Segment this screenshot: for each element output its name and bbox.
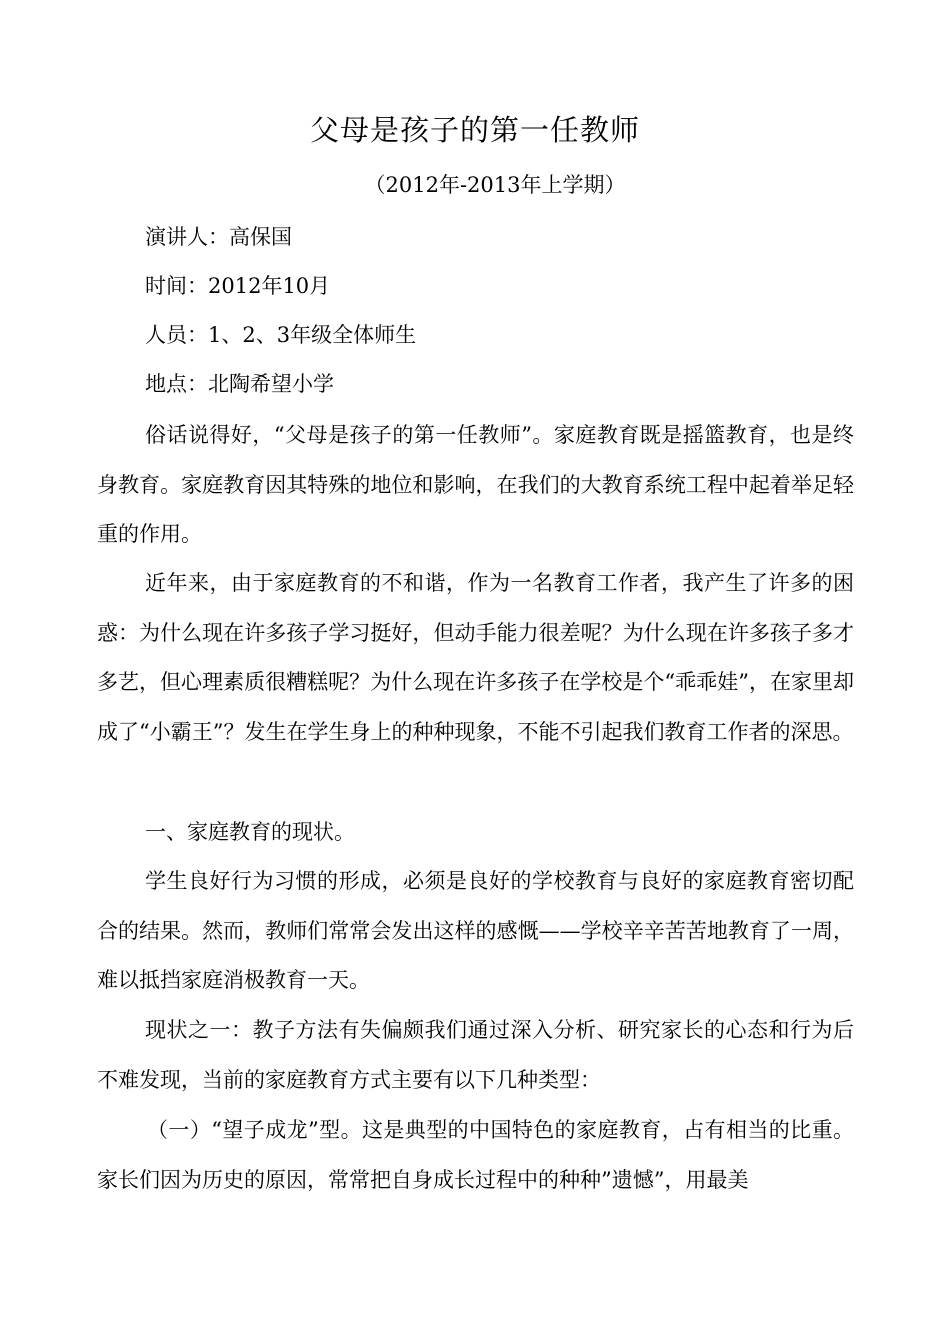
document-title: 父母是孩子的第一任教师: [309, 113, 640, 147]
paragraph-intro: 俗话说得好，“父母是孩子的第一任教师”。家庭教育既是摇篮教育，也是终身教育。家庭教育因其特殊的地位和影响，在我们的大教育系统工程中起着举足轻重的作用。: [97, 423, 854, 546]
section-heading: 一、家庭教育的现状。: [145, 820, 355, 844]
location-line: 地点：北陶希望小学: [145, 372, 334, 396]
speaker-line: 演讲人：高保国: [145, 225, 292, 249]
time-line: 时间：2012年10月: [145, 274, 331, 298]
paragraph-confusion: 近年来，由于家庭教育的不和谐，作为一名教育工作者，我产生了许多的困惑：为什么现在许多孩子学习挺好，但动手能力很差呢？为什么现在许多孩子多才多艺，但心理素质很糟糕呢？为什么现在许多孩子在学校是个“乖乖娃”，在家里却成了“小霸王”？发生在学生身上的种种现象，不能不引起我们教育工作者的深思。: [97, 571, 854, 744]
paragraph-habits: 学生良好行为习惯的形成，必须是良好的学校教育与良好的家庭教育密切配合的结果。然而，教师们常常会发出这样的感慨——学校辛辛苦苦地教育了一周，难以抵挡家庭消极教育一天。: [97, 869, 854, 992]
document-subtitle: （2012年-2013年上学期）: [364, 173, 626, 197]
paragraph-status-one: 现状之一：教子方法有失偏颇我们通过深入分析、研究家长的心态和行为后不难发现，当前的家庭教育方式主要有以下几种类型：: [97, 1018, 854, 1092]
attendees-line: 人员：1、2、3年级全体师生: [145, 323, 417, 347]
paragraph-type-one: （一）“望子成龙”型。这是典型的中国特色的家庭教育，占有相当的比重。家长们因为历史的原因，常常把自身成长过程中的种种”遗憾”，用最美: [97, 1118, 854, 1192]
